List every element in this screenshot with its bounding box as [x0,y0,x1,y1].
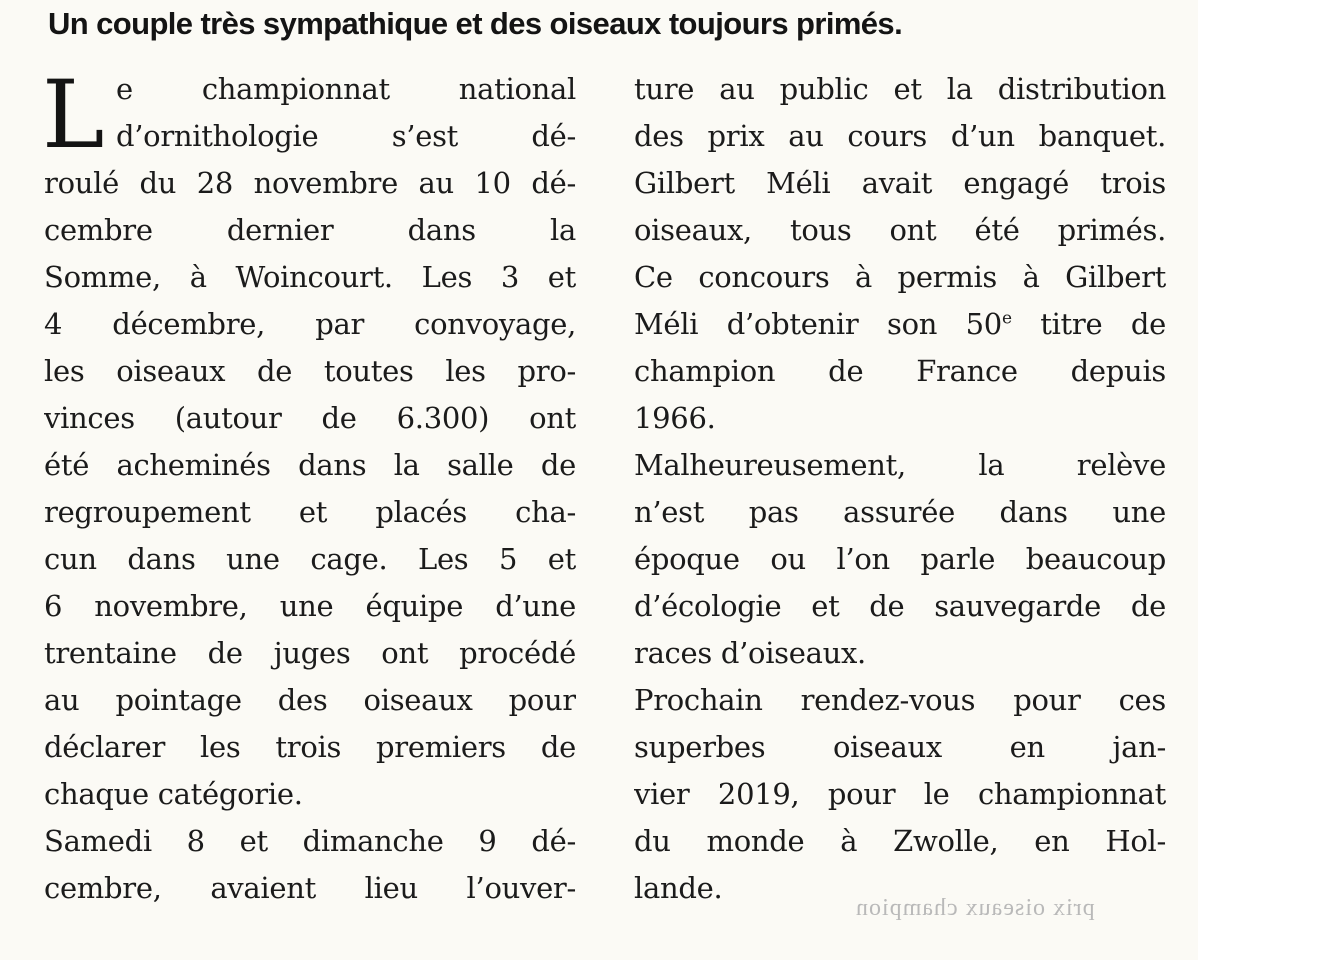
text-line: 4 décembre, par convoyage, [44,307,576,341]
text-line: lande. [634,871,723,905]
article-column-right [634,66,1166,912]
text-line: cun dans une cage. Les 5 et [44,542,576,576]
text-line: ture au public et la distribution [634,72,1166,106]
text-line: époque ou l’on parle beaucoup [634,542,1166,576]
text-line: été acheminés dans la salle de [44,448,576,482]
text-line: regroupement et placés cha- [44,495,576,529]
text-line: d’ornithologie s’est dé- [116,119,576,153]
text-fragment: Méli d’obtenir son 50 [634,307,1002,341]
text-line: roulé du 28 novembre au 10 dé- [44,166,576,200]
text-line: Somme, à Woincourt. Les 3 et [44,260,576,294]
text-line: du monde à Zwolle, en Hol- [634,824,1166,858]
text-line: Prochain rendez-vous pour ces [634,683,1166,717]
text-line: déclarer les trois premiers de [44,730,576,764]
text-line: cembre, avaient lieu l’ouver- [44,871,576,905]
blank-margin [1198,0,1321,960]
text-line: vinces (autour de 6.300) ont [44,401,576,435]
text-line: trentaine de juges ont procédé [44,636,576,670]
text-line: des prix au cours d’un banquet. [634,119,1166,153]
drop-cap: L [42,61,105,170]
text-line: Ce concours à permis à Gilbert [634,260,1166,294]
text-line: d’écologie et de sauvegarde de [634,589,1166,623]
text-line: superbes oiseaux en jan- [634,730,1166,764]
text-line: n’est pas assurée dans une [634,495,1166,529]
text-line: Gilbert Méli avait engagé trois [634,166,1166,200]
article-column-left [42,61,576,912]
bleed-through-text: prix oiseaux champion [855,895,1095,921]
text-line: cembre dernier dans la [44,213,576,247]
text-line: vier 2019, pour le championnat [634,777,1166,811]
text-line: chaque catégorie. [44,777,303,811]
text-line: 1966. [634,401,716,435]
text-line: Samedi 8 et dimanche 9 dé- [44,824,576,858]
text-line: oiseaux, tous ont été primés. [634,213,1166,247]
text-line: e championnat national [116,72,576,106]
text-line-ordinal [634,301,1166,348]
text-fragment: titre de [1011,307,1166,341]
text-line: Malheureusement, la relève [634,448,1166,482]
photo-caption: Un couple très sympathique et des oiseaux toujours primés. [48,6,903,41]
text-line: races d’oiseaux. [634,636,866,670]
ordinal-superscript: e [1001,308,1012,329]
text-line: champion de France depuis [634,354,1166,388]
text-line: les oiseaux de toutes les pro- [44,354,576,388]
text-line: 6 novembre, une équipe d’une [44,589,576,623]
text-line: au pointage des oiseaux pour [44,683,576,717]
